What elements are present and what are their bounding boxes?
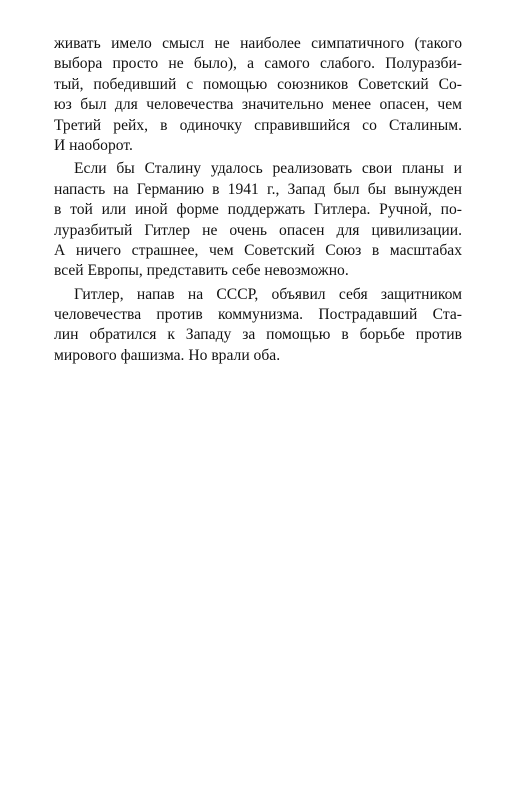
text-line: напасть на Германию в 1941 г., Запад был бы вынужден (54, 180, 462, 198)
paragraph-3 (54, 285, 462, 367)
text-line: Третий рейх, в одиночку справившийся со Сталиным. (54, 116, 462, 134)
body-text (54, 34, 462, 366)
text-line: всей Европы, представить себе невозможно. (54, 262, 349, 280)
text-line: луразбитый Гитлер не очень опасен для цивилизации. (54, 221, 462, 239)
text-line: человечества против коммунизма. Пострадавший Ста- (54, 306, 462, 324)
text-line: Если бы Сталину удалось реализовать свои планы и (74, 160, 462, 178)
text-line: выбора просто не было), а самого слабого. Полуразби- (54, 55, 462, 73)
text-line: Гитлер, напав на СССР, объявил себя защитником (74, 285, 462, 303)
text-line: живать имело смысл не наиболее симпатичного (такого (54, 35, 462, 52)
text-line: И наоборот. (54, 136, 133, 154)
paragraph-2 (54, 159, 462, 281)
text-line: А ничего страшнее, чем Советский Союз в масштабах (54, 241, 462, 259)
text-line: мирового фашизма. Но врали оба. (54, 346, 281, 364)
text-line: тый, победивший с помощью союзников Советский Со- (54, 75, 462, 93)
text-line: в той или иной форме поддержать Гитлера. Ручной, по- (54, 201, 462, 219)
text-line: юз был для человечества значительно менее опасен, чем (54, 96, 462, 114)
text-line: лин обратился к Западу за помощью в борьбе против (54, 326, 462, 344)
paragraph-1 (54, 34, 462, 156)
